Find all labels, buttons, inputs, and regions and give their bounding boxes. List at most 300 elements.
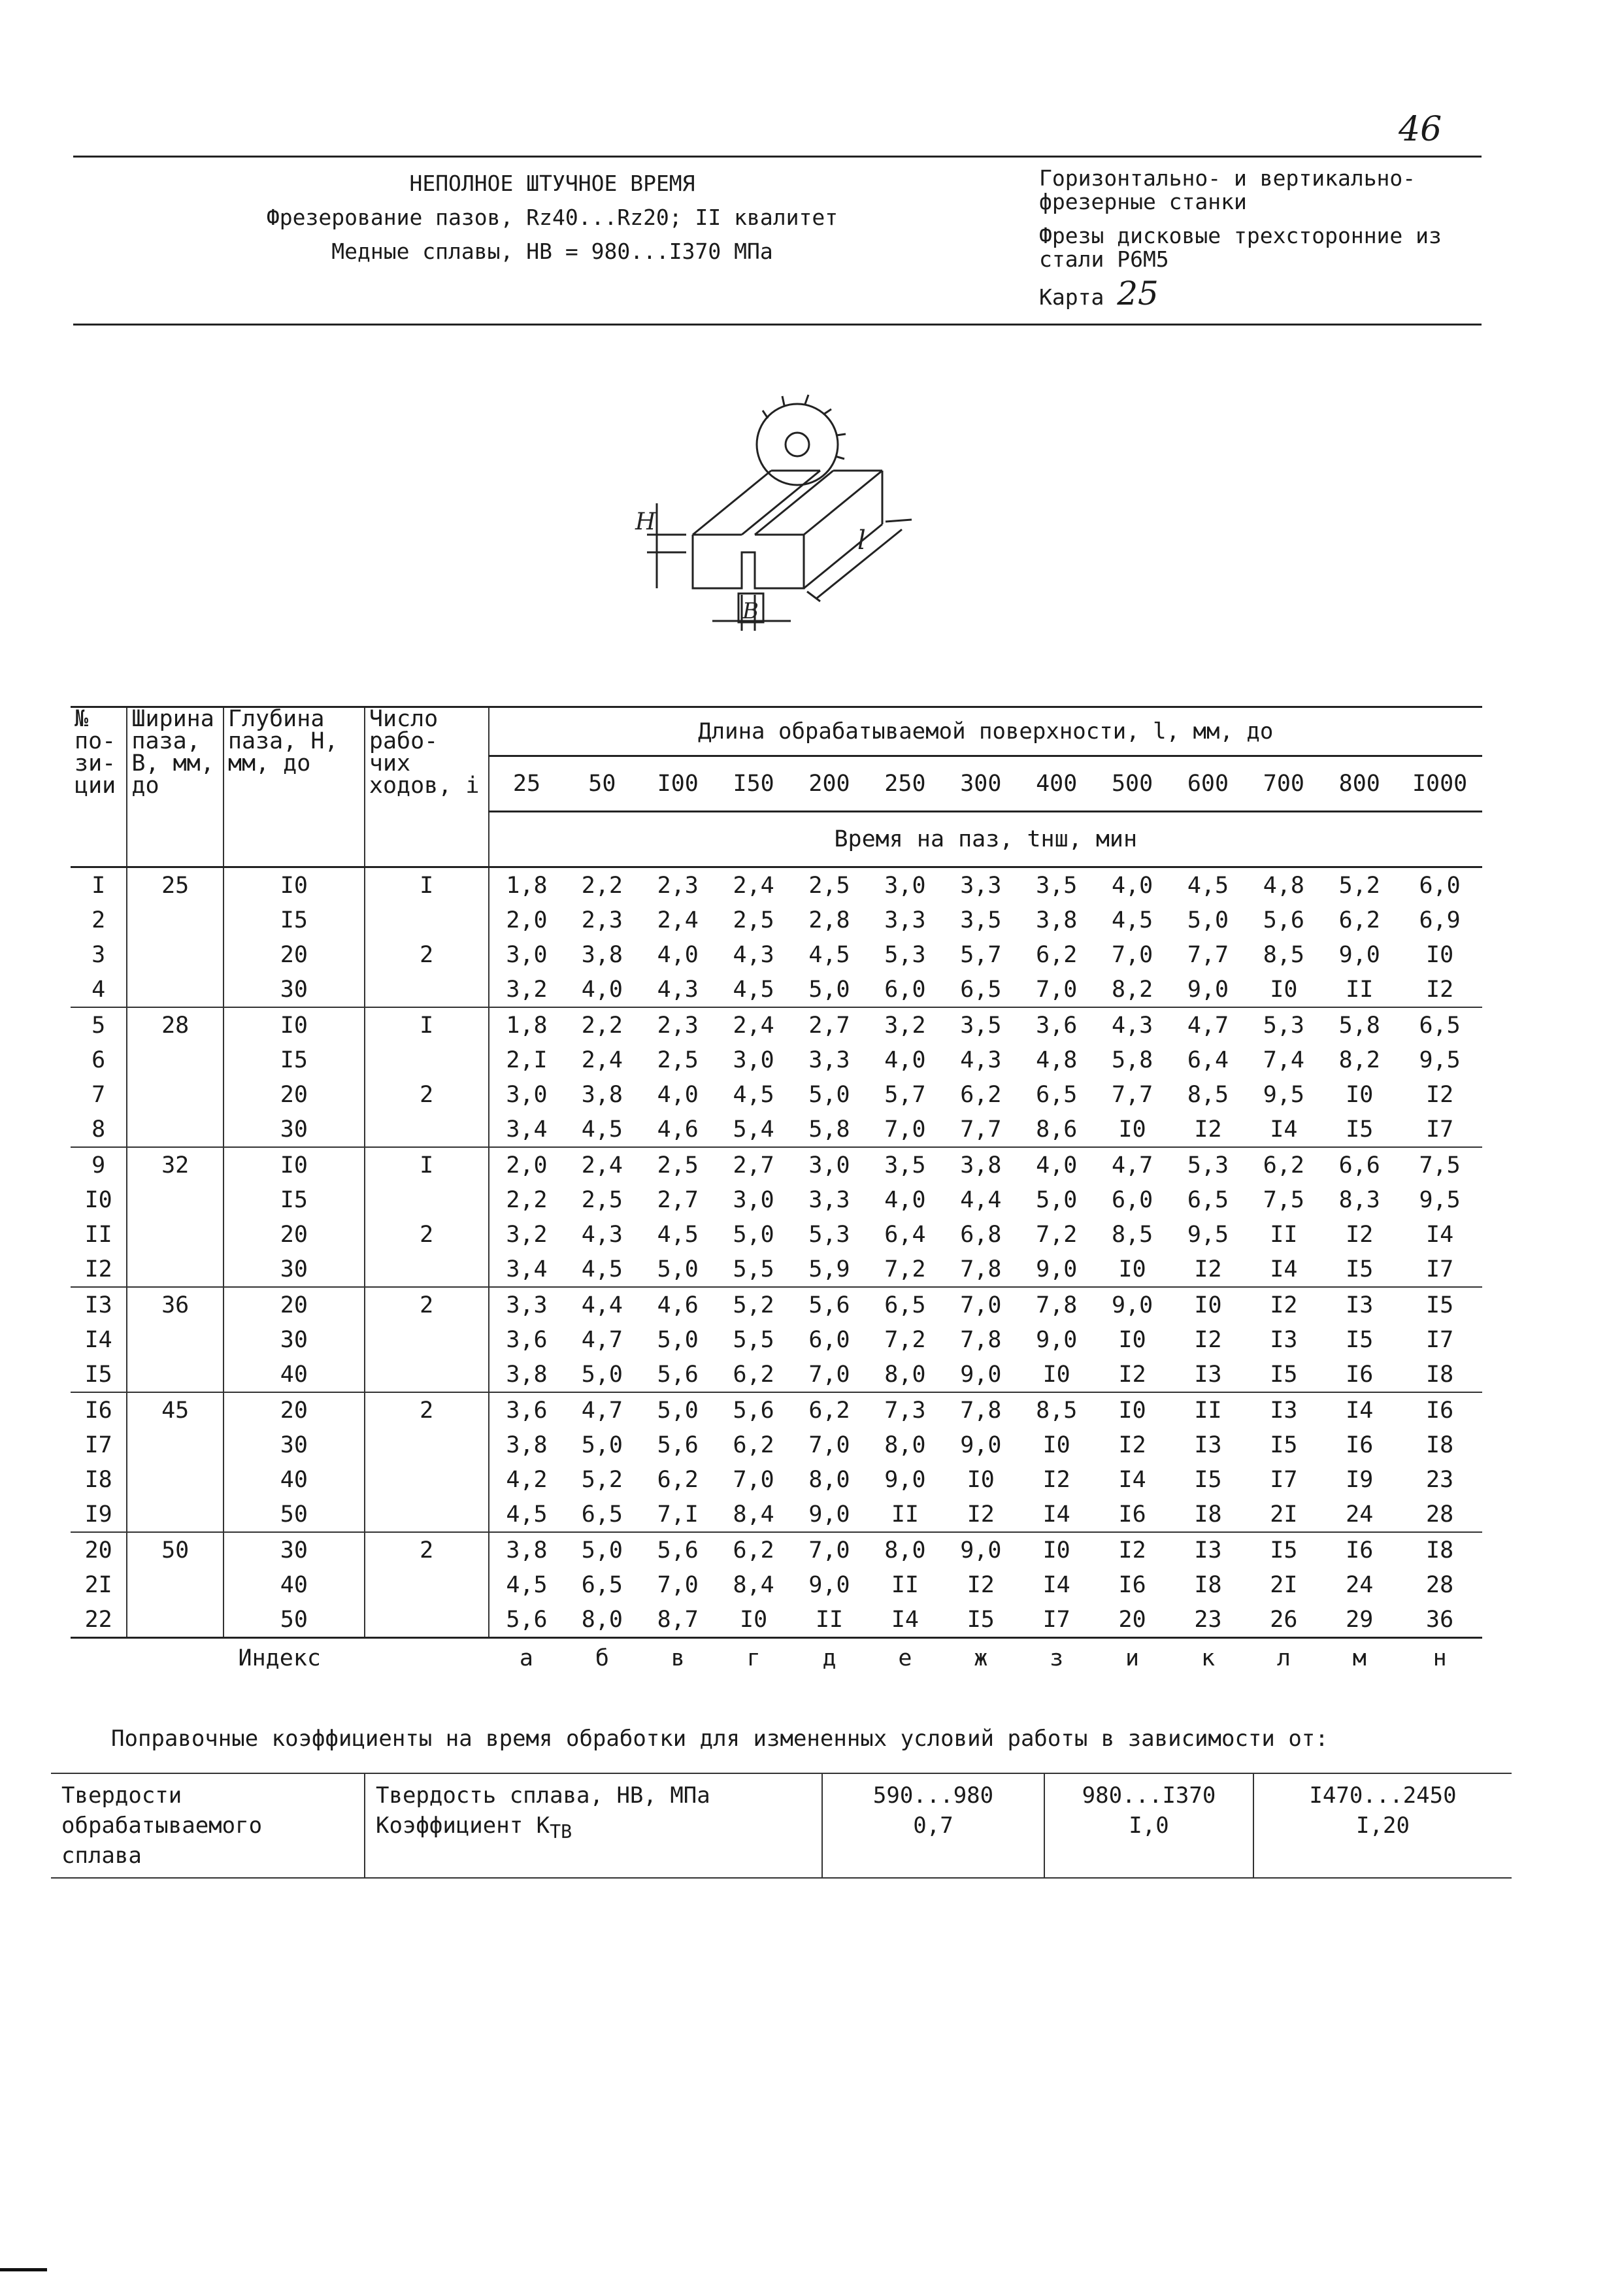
time-value-cell: 4,0 [1019,1147,1095,1182]
index-letter: м [1321,1638,1397,1679]
time-value-cell: 4,6 [657,1116,699,1143]
position-cell: 22 [71,1602,127,1638]
dimension-label-H: H [635,509,656,535]
slot-depth-cell: 30 [224,1252,365,1287]
dimension-label-B: B [742,598,759,624]
time-value-cell: 4,0 [1111,872,1153,899]
position-cell: I8 [71,1462,127,1497]
workpiece-front-outline [693,535,804,588]
time-value-cell: 7,0 [791,1532,867,1567]
time-value-cell: 36 [1426,1606,1454,1633]
position-cell: I7 [71,1428,127,1462]
passes-cell [365,1182,489,1217]
time-value-cell: 1,8 [506,872,548,899]
time-value-cell: I2 [1426,976,1454,1003]
index-row [71,1638,1482,1679]
position-cell: 9 [71,1147,127,1182]
length-value: 600 [1170,756,1246,812]
time-value-cell: I6 [1346,1361,1374,1388]
time-value-cell: 2,2 [506,1186,548,1213]
header-time: Время на паз, tнш, мин [489,812,1482,867]
time-value-cell: 5,4 [733,1116,774,1143]
time-value-cell: I0 [740,1606,768,1633]
slot-width-cell [127,1357,224,1392]
time-value-cell: 3,0 [506,1081,548,1108]
time-value-cell: 7,2 [884,1326,926,1353]
length-value: 700 [1246,756,1321,812]
time-value-cell: 2I [1270,1501,1298,1528]
time-value-cell: I2 [1194,1116,1222,1143]
time-value-cell: 3,6 [506,1326,548,1353]
time-value-cell: 6,4 [1187,1046,1229,1073]
slot-depth-cell: I0 [224,1147,365,1182]
time-value-cell: I7 [1426,1116,1454,1143]
time-value-cell: 23 [1426,1466,1454,1493]
time-value-cell: 5,0 [1036,1186,1078,1213]
time-value-cell: I0 [967,1466,995,1493]
slot-depth-cell: 30 [224,1428,365,1462]
time-value-cell: I4 [1118,1466,1146,1493]
index-letter: з [1019,1638,1095,1679]
table-row [71,1567,1482,1602]
time-value-cell: I0 [1042,1431,1070,1458]
index-letter: н [1397,1638,1482,1679]
slot-depth-cell: 30 [224,972,365,1007]
index-letter: а [489,1638,565,1679]
time-value-cell: 7,0 [808,1361,850,1388]
time-value-cell: I2 [1042,1466,1070,1493]
time-value-cell: 6,2 [1338,907,1380,933]
header-top-rule [73,156,1482,158]
time-value-cell: I6 [1118,1501,1146,1528]
position-cell: 5 [71,1007,127,1043]
time-value-cell: 5,0 [657,1326,699,1353]
time-value-cell: I0 [1170,1287,1246,1322]
time-value-cell: 2,5 [808,872,850,899]
time-value-cell: I5 [1194,1466,1222,1493]
time-value-cell: 6,5 [581,1571,623,1598]
time-value-cell: 5,6 [657,1361,699,1388]
table-row [71,1322,1482,1357]
position-cell: I5 [71,1357,127,1392]
time-value-cell: I0 [1426,941,1454,968]
index-letter: г [716,1638,791,1679]
index-letter: в [640,1638,716,1679]
time-value-cell: 6,2 [733,1361,774,1388]
time-value-cell: 3,6 [1019,1007,1095,1043]
time-value-cell: 9,5 [1263,1081,1304,1108]
index-letter: л [1246,1638,1321,1679]
length-value: I000 [1397,756,1482,812]
slot-depth-cell: 30 [224,1112,365,1147]
time-value-cell: I0 [1095,1392,1170,1428]
time-value-cell: 2,7 [791,1007,867,1043]
time-value-cell: 5,0 [808,1081,850,1108]
time-value-cell: I3 [1194,1431,1222,1458]
slot-depth-cell: I5 [224,1182,365,1217]
position-cell: II [71,1217,127,1252]
length-value: 50 [564,756,640,812]
passes-cell: I [365,1007,489,1043]
time-value-cell: 5,0 [640,1392,716,1428]
table-row [71,1532,1482,1567]
time-value-cell: 3,5 [960,907,1002,933]
correction-factor: Твердости обрабатываемого сплава [51,1773,365,1878]
time-value-cell: 9,0 [808,1571,850,1598]
time-value-cell: 2,4 [657,907,699,933]
time-value-cell: 5,6 [506,1606,548,1633]
passes-cell: 2 [365,937,489,972]
table-row [71,1077,1482,1112]
time-value-cell: II [1170,1392,1246,1428]
page-title: НЕПОЛНОЕ ШТУЧНОЕ ВРЕМЯ [409,171,695,196]
table-row [71,1287,1482,1322]
table-row [71,1043,1482,1077]
time-value-cell: 3,3 [884,907,926,933]
time-value-cell: I6 [1321,1532,1397,1567]
time-value-cell: 7,0 [733,1466,774,1493]
time-value-cell: 4,5 [1111,907,1153,933]
time-value-cell: 6,0 [884,976,926,1003]
time-value-cell: 5,3 [1246,1007,1321,1043]
time-value-cell: I2 [967,1571,995,1598]
correction-col-1: 590...980 0,7 [822,1773,1044,1878]
time-value-cell: 4,5 [808,941,850,968]
time-value-cell: 4,4 [564,1287,640,1322]
time-value-cell: 5,3 [808,1221,850,1248]
table-row [71,937,1482,972]
card-label: Карта [1039,284,1104,310]
time-value-cell: 28 [1426,1501,1454,1528]
slot-depth-cell: 50 [224,1602,365,1638]
time-value-cell: 4,0 [657,941,699,968]
length-value: I50 [716,756,791,812]
time-value-cell: 1,8 [489,1007,565,1043]
slot-milling-diagram [621,373,987,647]
time-value-cell: 9,0 [943,1532,1019,1567]
time-value-cell: II [1346,976,1374,1003]
table-row [71,1462,1482,1497]
time-value-cell: 4,7 [1170,1007,1246,1043]
time-value-cell: I4 [1270,1256,1298,1282]
header-passes: Число рабо- чих ходов, i [365,707,489,867]
index-label: Индекс [71,1638,489,1679]
time-value-cell: I3 [1170,1532,1246,1567]
time-value-cell: I6 [1118,1571,1146,1598]
time-value-cell: 4,3 [581,1221,623,1248]
time-value-cell: I2 [1194,1256,1222,1282]
time-value-cell: 4,2 [506,1466,548,1493]
operation-line: Фрезерование пазов, Rz40...Rz20; II квалитет [266,205,838,230]
time-value-cell: 3,5 [943,1007,1019,1043]
time-value-cell: 7,2 [1036,1221,1078,1248]
slot-depth-cell: I5 [224,903,365,937]
time-value-cell: I2 [967,1501,995,1528]
time-value-cell: 7,7 [1111,1081,1153,1108]
slot-depth-cell: 30 [224,1322,365,1357]
passes-cell [365,1602,489,1638]
time-value-cell: 5,6 [657,1431,699,1458]
time-value-cell: 8,5 [1019,1392,1095,1428]
table-row [71,1497,1482,1532]
time-value-cell: I8 [1194,1571,1222,1598]
passes-cell [365,1043,489,1077]
time-value-cell: 3,8 [581,1081,623,1108]
slot-width-cell [127,1043,224,1077]
time-value-cell: 4,0 [657,1081,699,1108]
time-value-cell: I4 [1042,1501,1070,1528]
time-value-cell: 3,0 [733,1186,774,1213]
time-value-cell: 5,2 [581,1466,623,1493]
position-cell: 4 [71,972,127,1007]
time-value-cell: I6 [1346,1431,1374,1458]
time-value-cell: I0 [1118,1116,1146,1143]
time-value-cell: 4,5 [506,1501,548,1528]
time-value-cell: 2,0 [506,907,548,933]
passes-cell: 2 [365,1287,489,1322]
slot-depth-cell: 50 [224,1497,365,1532]
passes-cell [365,1567,489,1602]
index-letter: и [1095,1638,1170,1679]
time-value-cell: 3,0 [733,1046,774,1073]
index-letter: к [1170,1638,1246,1679]
header-right [1039,165,1562,312]
slot-width-cell [127,1322,224,1357]
time-value-cell: 8,0 [581,1606,623,1633]
time-value-cell: I5 [1397,1287,1482,1322]
time-value-cell: 4,6 [640,1287,716,1322]
time-value-cell: 5,0 [581,1361,623,1388]
time-value-cell: 2,3 [640,1007,716,1043]
header-slot-width: Ширина паза, В, мм, до [127,707,224,867]
position-cell: 8 [71,1112,127,1147]
time-value-cell: I3 [1321,1287,1397,1322]
time-value-cell: 8,5 [1111,1221,1153,1248]
slot-depth-cell: 30 [224,1532,365,1567]
time-value-cell: 8,4 [733,1571,774,1598]
time-value-cell: 2,I [506,1046,548,1073]
time-value-cell: 4,0 [884,1046,926,1073]
time-value-cell: 2,2 [581,872,623,899]
position-cell: I0 [71,1182,127,1217]
correction-param-cell [365,1773,822,1878]
position-cell: I6 [71,1392,127,1428]
time-value-cell: 9,5 [1187,1221,1229,1248]
card-number: 25 [1117,275,1159,312]
time-value-cell: I4 [1042,1571,1070,1598]
time-value-cell: 5,6 [640,1532,716,1567]
time-value-cell: I2 [1346,1221,1374,1248]
time-value-cell: I0 [1270,976,1298,1003]
card-line [1039,275,1562,312]
time-value-cell: 7,0 [1036,976,1078,1003]
time-value-cell: I2 [1426,1081,1454,1108]
position-cell: 20 [71,1532,127,1567]
time-value-cell: 8,7 [657,1606,699,1633]
table-row [71,972,1482,1007]
time-value-cell: 7,0 [943,1287,1019,1322]
time-value-cell: I5 [967,1606,995,1633]
time-value-cell: 7,8 [960,1326,1002,1353]
time-value-cell: 6,5 [581,1501,623,1528]
table-row [71,1602,1482,1638]
slot-depth-cell: 20 [224,1392,365,1428]
passes-cell: 2 [365,1532,489,1567]
time-value-cell: 7,I [657,1501,699,1528]
time-value-cell: 3,8 [581,941,623,968]
slot-width-cell [127,937,224,972]
time-value-cell: 9,0 [1187,976,1229,1003]
time-value-cell: 6,6 [1321,1147,1397,1182]
time-value-cell: I7 [1426,1256,1454,1282]
time-value-cell: 3,0 [506,941,548,968]
time-value-cell: 6,2 [960,1081,1002,1108]
correction-table [51,1773,1512,1879]
slot-width-cell [127,972,224,1007]
length-value: 400 [1019,756,1095,812]
table-row [71,1392,1482,1428]
passes-cell [365,1357,489,1392]
slot-depth-cell: I5 [224,1043,365,1077]
slot-width-cell: 32 [127,1147,224,1182]
passes-cell: 2 [365,1217,489,1252]
time-value-cell: 7,7 [960,1116,1002,1143]
time-value-cell: 23 [1194,1606,1222,1633]
time-value-cell: 8,5 [1187,1081,1229,1108]
time-value-cell: 5,6 [791,1287,867,1322]
time-value-cell: I5 [1346,1116,1374,1143]
slot-width-cell: 25 [127,867,224,903]
time-value-cell: 7,4 [1263,1046,1304,1073]
time-value-cell: 2,5 [640,1147,716,1182]
time-value-cell: 5,6 [716,1392,791,1428]
time-value-cell: 2,7 [716,1147,791,1182]
time-value-cell: 5,8 [808,1116,850,1143]
time-value-cell: I9 [1346,1466,1374,1493]
time-value-cell: 9,0 [808,1501,850,1528]
time-value-cell: II [815,1606,844,1633]
time-value-cell: I5 [1270,1361,1298,1388]
time-value-cell: 2,4 [716,1007,791,1043]
time-value-cell: 5,5 [733,1256,774,1282]
table-row [71,1112,1482,1147]
time-value-cell: 9,0 [1036,1326,1078,1353]
time-value-cell: 8,2 [1111,976,1153,1003]
time-value-cell: I7 [1042,1606,1070,1633]
time-value-cell: 8,0 [867,1532,943,1567]
time-value-cell: 3,3 [808,1186,850,1213]
time-value-cell: 3,6 [489,1392,565,1428]
position-cell: 2I [71,1567,127,1602]
time-value-cell: 4,5 [581,1256,623,1282]
time-value-cell: 4,7 [564,1392,640,1428]
time-value-cell: 3,8 [506,1431,548,1458]
slot-depth-cell: 20 [224,1217,365,1252]
time-value-cell: 7,0 [657,1571,699,1598]
time-value-cell: 6,2 [733,1431,774,1458]
time-value-cell: 3,3 [808,1046,850,1073]
time-value-cell: 9,5 [1419,1046,1461,1073]
slot-width-cell [127,1077,224,1112]
time-value-cell: I3 [1270,1326,1298,1353]
slot-width-cell [127,903,224,937]
time-value-cell: 4,7 [581,1326,623,1353]
time-value-cell: 7,2 [884,1256,926,1282]
time-value-cell: 2,0 [489,1147,565,1182]
time-value-cell: I6 [1397,1392,1482,1428]
header-length: Длина обрабатываемой поверхности, l, мм, до [489,707,1482,756]
material-line: Медные сплавы, НВ = 980...I370 МПа [331,239,773,264]
time-value-cell: 4,3 [657,976,699,1003]
time-value-cell: 4,3 [733,941,774,968]
time-value-cell: 3,8 [943,1147,1019,1182]
slot-width-cell: 36 [127,1287,224,1322]
passes-cell: I [365,1147,489,1182]
passes-cell [365,1428,489,1462]
time-value-cell: 8,6 [1036,1116,1078,1143]
passes-cell: 2 [365,1077,489,1112]
correction-col-2: 980...I370 I,0 [1044,1773,1253,1878]
time-value-cell: I2 [1246,1287,1321,1322]
time-value-cell: II [1270,1221,1298,1248]
time-value-cell: 5,0 [581,1431,623,1458]
passes-cell [365,1322,489,1357]
passes-cell [365,1462,489,1497]
time-value-cell: 2,4 [581,1046,623,1073]
time-value-cell: I4 [1270,1116,1298,1143]
header-left [78,167,1026,269]
time-value-cell: 5,3 [1170,1147,1246,1182]
time-value-cell: I5 [1346,1326,1374,1353]
time-value-cell: 26 [1270,1606,1298,1633]
time-value-cell: II [891,1571,919,1598]
slot-width-cell [127,1602,224,1638]
dimension-label-l: l [857,526,866,556]
time-value-cell: 4,5 [733,976,774,1003]
time-value-cell: I0 [1042,1361,1070,1388]
length-value: 250 [867,756,943,812]
time-value-cell: I8 [1426,1431,1454,1458]
time-value-cell: 8,4 [733,1501,774,1528]
time-value-cell: 4,0 [884,1186,926,1213]
passes-cell: I [365,867,489,903]
time-value-cell: I0 [1118,1326,1146,1353]
time-value-cell: 3,8 [489,1532,565,1567]
length-value: 500 [1095,756,1170,812]
page-number: 46 [1399,110,1442,149]
length-value: 300 [943,756,1019,812]
time-value-cell: 6,5 [1187,1186,1229,1213]
time-value-cell: 7,8 [943,1392,1019,1428]
time-value-cell: 4,5 [733,1081,774,1108]
time-value-cell: 4,0 [581,976,623,1003]
time-value-cell: 29 [1346,1606,1374,1633]
table-row [71,903,1482,937]
time-value-cell: I4 [1426,1221,1454,1248]
table-row [71,1217,1482,1252]
time-value-cell: 9,5 [1419,1186,1461,1213]
time-value-cell: 8,0 [884,1431,926,1458]
time-value-cell: 5,7 [884,1081,926,1108]
time-value-cell: 24 [1346,1501,1374,1528]
time-value-cell: I2 [1095,1532,1170,1567]
time-value-cell: 2,5 [733,907,774,933]
correction-note: Поправочные коэффициенты на время обработки для измененных условий работы в зависимости от: [111,1726,1329,1752]
time-value-cell: II [891,1501,919,1528]
position-cell: I3 [71,1287,127,1322]
time-value-cell: 3,2 [506,976,548,1003]
position-cell: 3 [71,937,127,972]
